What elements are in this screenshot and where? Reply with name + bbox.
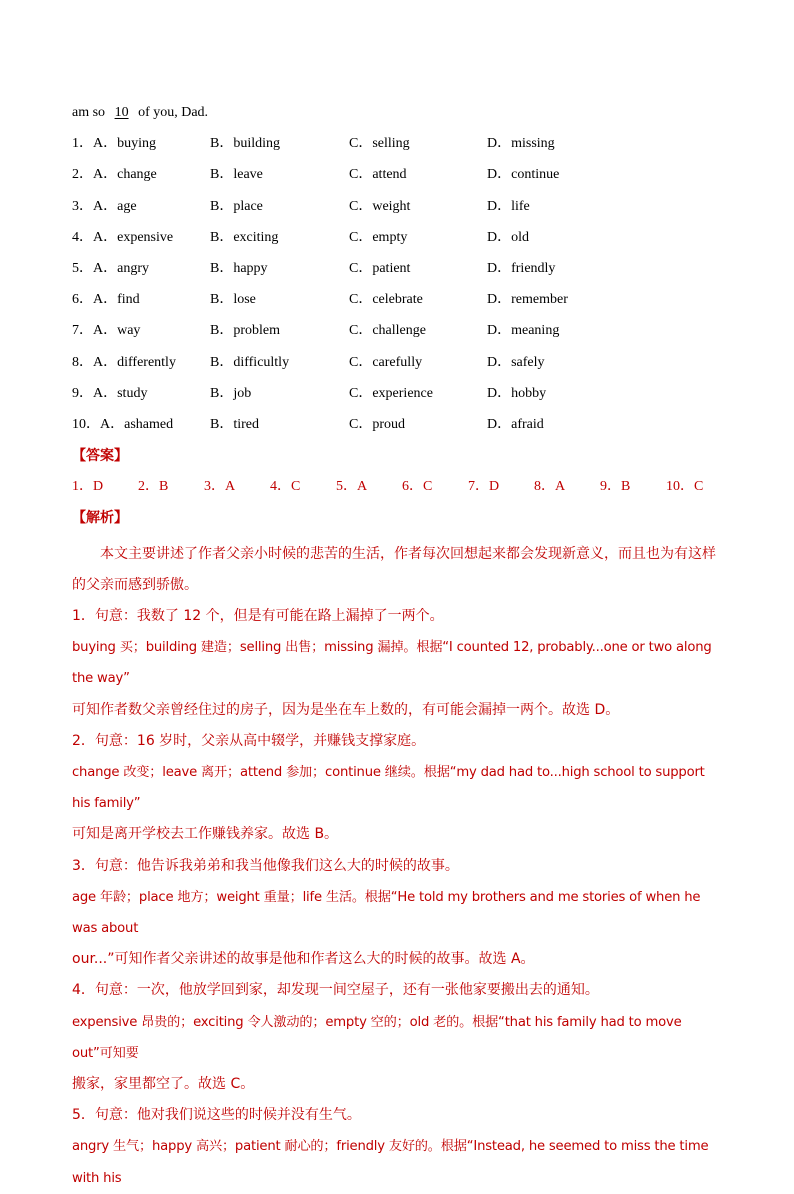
- option-a-text: A．change: [93, 167, 157, 183]
- explanation-line: expensive 昂贵的；exciting 令人激动的；empty 空的；old 老的。根据“that his family had to move out”可知要: [72, 1014, 682, 1061]
- option-b: B．place: [210, 198, 263, 214]
- explanation-3: [72, 851, 722, 976]
- option-b: B．difficultly: [210, 354, 290, 370]
- explanation-4: [72, 975, 722, 1100]
- explanation-5: [72, 1100, 722, 1194]
- answer-item: 8．A: [534, 479, 566, 495]
- option-b: B．job: [210, 385, 252, 401]
- option-row-7: [72, 320, 722, 351]
- option-a: [72, 133, 210, 164]
- explanation-line: 可知是离开学校去工作赚钱养家。故选 B。: [72, 826, 339, 843]
- option-a-text: A．find: [93, 292, 140, 308]
- option-a-text: A．buying: [93, 136, 156, 152]
- question-number: 8．: [72, 354, 93, 370]
- question-number: 5．: [72, 260, 93, 276]
- answer-item: 3．A: [204, 479, 236, 495]
- explanation-line: 搬家，家里都空了。故选 C。: [72, 1076, 255, 1093]
- question-number: 3．: [72, 198, 93, 214]
- explanation-1: [72, 601, 722, 726]
- explanation-title: 1．句意：我数了 12 个，但是有可能在路上漏掉了一两个。: [72, 608, 444, 625]
- explanation-title: 4．句意：一次，他放学回到家，却发现一间空屋子，还有一张他家要搬出去的通知。: [72, 982, 599, 999]
- option-b: B．building: [210, 136, 281, 152]
- question-number: 9．: [72, 385, 93, 401]
- option-c: C．celebrate: [349, 292, 423, 308]
- option-a: [72, 258, 210, 289]
- option-a: [72, 196, 210, 227]
- explanation-line: angry 生气；happy 高兴；patient 耐心的；friendly 友好的。根据“Instead, he seemed to miss the time with his: [72, 1139, 709, 1186]
- option-c: C．empty: [349, 229, 408, 245]
- option-b: B．leave: [210, 167, 263, 183]
- answer-item: 1．D: [72, 479, 104, 495]
- option-a: [72, 320, 210, 351]
- option-a-text: A．age: [93, 198, 137, 214]
- option-c: C．attend: [349, 167, 407, 183]
- question-number: 1．: [72, 136, 93, 152]
- option-d: D．remember: [487, 292, 568, 308]
- option-c: C．experience: [349, 385, 433, 401]
- option-d: D．life: [487, 198, 530, 214]
- option-d: D．old: [487, 229, 529, 245]
- option-c: C．challenge: [349, 323, 426, 339]
- explanation-line: our...”可知作者父亲讲述的故事是他和作者这么大的时候的故事。故选 A。: [72, 951, 535, 968]
- option-a: [72, 383, 210, 414]
- option-d: D．continue: [487, 167, 560, 183]
- option-c: C．carefully: [349, 354, 423, 370]
- option-a: [72, 414, 210, 445]
- analysis-summary: 本文主要讲述了作者父亲小时候的悲苦的生活，作者每次回想起来都会发现新意义，而且也为有这样的父亲而感到骄傲。: [72, 545, 716, 593]
- option-b: B．lose: [210, 292, 256, 308]
- option-a: [72, 289, 210, 320]
- option-row-1: [72, 133, 722, 164]
- option-a-text: A．study: [93, 385, 148, 401]
- answer-item: 10．C: [666, 479, 704, 495]
- explanation-line: buying 买；building 建造；selling 出售；missing 漏掉。根据“I counted 12, probably...one or two along the way”: [72, 640, 712, 687]
- option-c: C．patient: [349, 260, 411, 276]
- answer-item: 9．B: [600, 479, 631, 495]
- explanation-title: 3．句意：他告诉我弟弟和我当他像我们这么大的时候的故事。: [72, 857, 459, 874]
- options-list: [72, 133, 722, 445]
- option-a-text: A．way: [93, 323, 141, 339]
- option-b: B．tired: [210, 416, 259, 432]
- analysis-header: 【解析】: [72, 510, 128, 527]
- answer-header: 【答案】: [72, 448, 128, 465]
- question-number: 2．: [72, 167, 93, 183]
- option-d: D．afraid: [487, 416, 544, 432]
- option-row-10: [72, 414, 722, 445]
- question-number: 10．: [72, 416, 100, 432]
- question-number: 7．: [72, 323, 93, 339]
- option-b: B．happy: [210, 260, 268, 276]
- option-c: C．proud: [349, 416, 405, 432]
- question-number: 6．: [72, 292, 93, 308]
- option-row-3: [72, 196, 722, 227]
- explanation-title: 5．句意：他对我们说这些的时候并没有生气。: [72, 1107, 361, 1124]
- explanation-line: change 改变；leave 离开；attend 参加；continue 继续。根据“my dad had to...high school to support his family”: [72, 765, 705, 812]
- explanation-line: 可知作者数父亲曾经住过的房子，因为是坐在车上数的，有可能会漏掉一两个。故选 D。: [72, 701, 620, 718]
- option-a-text: A．differently: [93, 354, 176, 370]
- document-page: [72, 102, 722, 1194]
- option-row-5: [72, 258, 722, 289]
- option-a: [72, 352, 210, 383]
- option-a-text: A．angry: [93, 260, 149, 276]
- answer-key: [72, 476, 722, 507]
- option-b: B．problem: [210, 323, 280, 339]
- passage-ending-line: [72, 102, 722, 133]
- answer-item: 4．C: [270, 479, 301, 495]
- option-d: D．safely: [487, 354, 545, 370]
- option-row-9: [72, 383, 722, 414]
- option-c: C．weight: [349, 198, 411, 214]
- option-a-text: A．ashamed: [100, 416, 174, 432]
- answer-item: 5．A: [336, 479, 368, 495]
- explanation-2: [72, 726, 722, 851]
- blank-10: 10: [114, 105, 129, 120]
- option-b: B．exciting: [210, 229, 279, 245]
- option-c: C．selling: [349, 136, 410, 152]
- question-number: 4．: [72, 229, 93, 245]
- explanation-title: 2．句意：16 岁时，父亲从高中辍学，并赚钱支撑家庭。: [72, 732, 426, 749]
- option-d: D．hobby: [487, 385, 547, 401]
- option-a: [72, 164, 210, 195]
- option-d: D．friendly: [487, 260, 556, 276]
- option-row-6: [72, 289, 722, 320]
- option-row-8: [72, 352, 722, 383]
- answer-item: 7．D: [468, 479, 500, 495]
- option-a-text: A．expensive: [93, 229, 174, 245]
- answer-item: 6．C: [402, 479, 433, 495]
- option-row-4: [72, 227, 722, 258]
- option-d: D．meaning: [487, 323, 560, 339]
- option-d: D．missing: [487, 136, 555, 152]
- option-a: [72, 227, 210, 258]
- passage-text-before: am so: [72, 105, 106, 120]
- option-row-2: [72, 164, 722, 195]
- passage-text-after: of you, Dad.: [138, 105, 209, 120]
- explanation-line: age 年龄；place 地方；weight 重量；life 生活。根据“He told my brothers and me stories of when he was about: [72, 889, 701, 937]
- answer-item: 2．B: [138, 479, 169, 495]
